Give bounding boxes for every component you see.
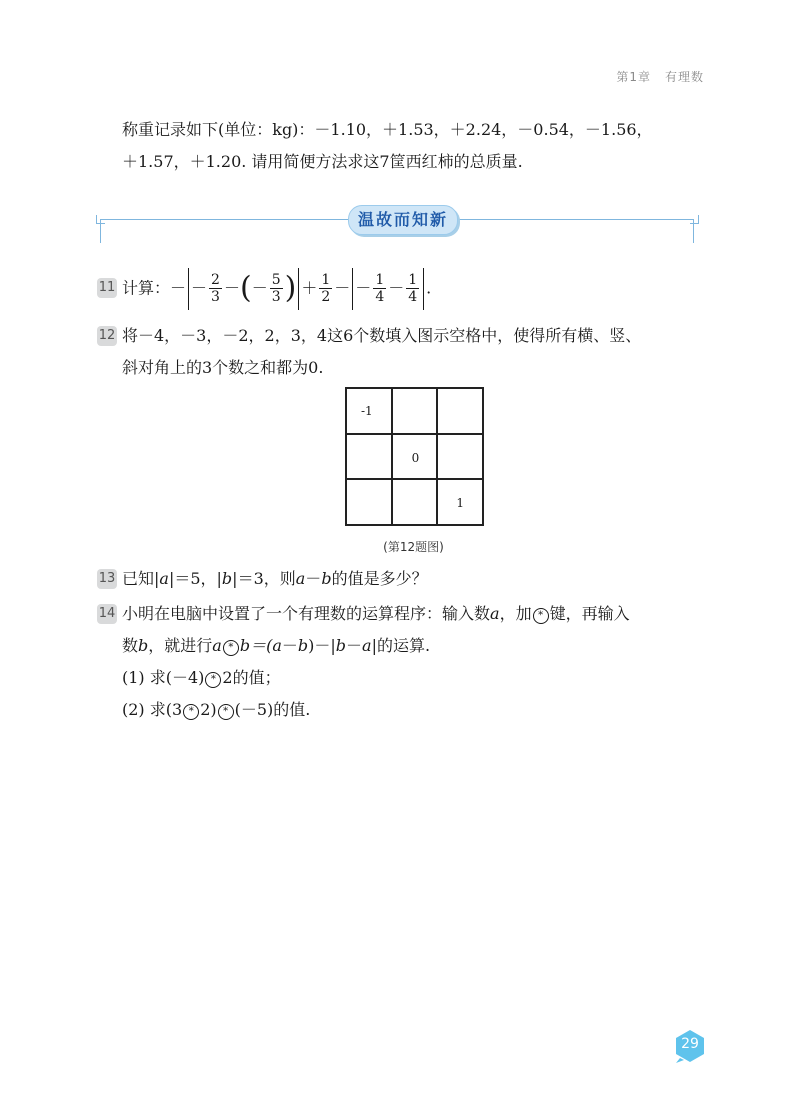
paren-right: ) xyxy=(284,270,297,306)
question-number: 14 xyxy=(97,604,117,624)
figure-caption: (第12题图) xyxy=(383,540,444,554)
grid-cell: 0 xyxy=(392,434,438,480)
q14-line2: 数b，就进行a * b＝(a－b)－|b－a|的运算. xyxy=(122,636,431,655)
question-number: 12 xyxy=(97,326,117,346)
minus-sign: － xyxy=(334,278,351,298)
period: . xyxy=(426,278,432,298)
abs-bar xyxy=(352,268,353,310)
minus-sign: － xyxy=(355,278,372,298)
minus-sign: － xyxy=(388,278,405,298)
fraction: $\frac{1}{4}$ xyxy=(375,272,385,305)
q11-expression xyxy=(122,266,431,310)
chapter-title: 有理数 xyxy=(664,70,704,84)
fraction: $\frac{2}{3}$ xyxy=(211,272,220,305)
grid-cell xyxy=(392,479,438,525)
page-number: 29 xyxy=(681,1036,699,1052)
banner-corner-right xyxy=(690,215,699,224)
abs-bar xyxy=(423,268,424,310)
q14-sub2: (2) 求(3 * 2) * (－5)的值. xyxy=(122,700,311,719)
circled-star-operator-icon: * xyxy=(533,608,549,624)
q12-line2: 斜对角上的3个数之和都为0. xyxy=(122,358,324,377)
magic-square-grid xyxy=(345,387,484,526)
q14-line1: 小明在电脑中设置了一个有理数的运算程序：输入数a，加 * 键，再输入 xyxy=(122,604,630,623)
prev-problem-line2: ＋1.57，＋1.20. 请用简便方法求这7筐西红柿的总质量. xyxy=(122,152,523,171)
q13-text: 已知|a|＝5，|b|＝3，则a－b的值是多少？ xyxy=(122,569,428,588)
question-number: 13 xyxy=(97,569,117,589)
abs-bar xyxy=(298,268,299,310)
page-number-badge xyxy=(672,1028,708,1064)
running-header xyxy=(616,68,704,85)
paren-left: ( xyxy=(239,270,252,306)
grid-cell xyxy=(346,479,392,525)
question-number: 11 xyxy=(97,278,117,298)
circled-star-operator-icon: * xyxy=(205,672,221,688)
abs-bar xyxy=(188,268,189,310)
grid-cell: 1 xyxy=(437,479,483,525)
fraction: $\frac{1}{4}$ xyxy=(408,272,418,305)
banner-stem-right xyxy=(693,219,694,243)
prev-problem-line1: 称重记录如下(单位：kg)：－1.10，＋1.53，＋2.24，－0.54，－1.56， xyxy=(122,120,653,139)
circled-star-operator-icon: * xyxy=(223,640,239,656)
circled-star-operator-icon: * xyxy=(183,704,199,720)
minus-sign: － xyxy=(251,278,268,298)
section-title: 温故而知新 xyxy=(348,205,458,235)
q11-lead: 计算：－ xyxy=(122,278,187,298)
grid-cell: -1 xyxy=(346,388,392,434)
circled-star-operator-icon: * xyxy=(218,704,234,720)
grid-cell xyxy=(346,434,392,480)
chapter-label: 第1章 xyxy=(616,70,651,84)
fraction: $\frac{5}{3}$ xyxy=(271,272,281,305)
minus-sign: － xyxy=(191,278,208,298)
q14-sub1: (1) 求(－4) * 2的值； xyxy=(122,668,281,687)
minus-sign: － xyxy=(223,278,240,298)
grid-cell xyxy=(392,388,438,434)
banner-stem-left xyxy=(100,219,101,243)
grid-cell xyxy=(437,388,483,434)
grid-cell xyxy=(437,434,483,480)
q12-line1: 将－4，－3，－2，2，3，4这6个数填入图示空格中，使得所有横、竖、 xyxy=(122,326,642,345)
plus-sign: ＋ xyxy=(301,278,318,298)
fraction: $\frac{1}{2}$ xyxy=(321,272,331,305)
